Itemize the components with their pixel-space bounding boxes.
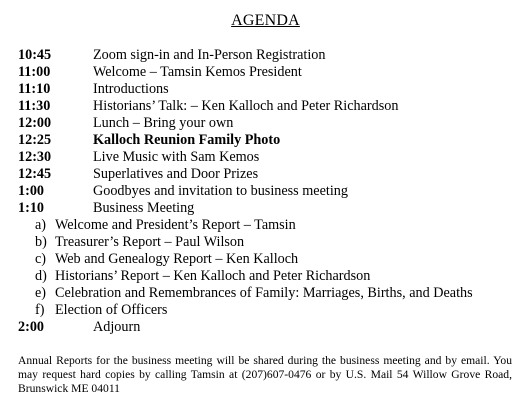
schedule-row [18, 183, 523, 200]
schedule-description: Zoom sign-in and In-Person Registration [93, 47, 326, 63]
schedule-time: 2:00 [18, 319, 45, 335]
business-item [18, 251, 523, 268]
schedule-description: Introductions [93, 81, 169, 97]
schedule-time: 1:00 [18, 183, 45, 199]
schedule-description: Goodbyes and invitation to business meeting [93, 183, 348, 199]
business-item-text: Treasurer’s Report – Paul Wilson [55, 234, 245, 250]
schedule-description: Welcome – Tamsin Kemos President [93, 64, 302, 80]
schedule-list [18, 47, 523, 336]
schedule-description: Adjourn [93, 319, 141, 335]
business-item [18, 302, 523, 319]
schedule-time: 12:00 [18, 115, 52, 131]
schedule-description: Business Meeting [93, 200, 195, 216]
schedule-row [18, 47, 523, 64]
schedule-description: Superlatives and Door Prizes [93, 166, 259, 182]
business-item-text: Celebration and Remembrances of Family: Marriages, Births, and Deaths [55, 285, 473, 301]
schedule-time: 12:30 [18, 149, 52, 165]
schedule-row [18, 64, 523, 81]
schedule-time: 10:45 [18, 47, 52, 63]
business-item [18, 234, 523, 251]
business-item-letter: e) [35, 285, 47, 301]
schedule-description-highlight: Kalloch Reunion Family Photo [93, 132, 281, 148]
schedule-time: 11:30 [18, 98, 51, 114]
schedule-row [18, 319, 523, 336]
schedule-row [18, 200, 523, 217]
schedule-row [18, 98, 523, 115]
schedule-description: Lunch – Bring your own [93, 115, 234, 131]
schedule-row [18, 115, 523, 132]
page-title: AGENDA [231, 12, 300, 29]
business-item-text: Web and Genealogy Report – Ken Kalloch [55, 251, 299, 267]
schedule-time: 11:10 [18, 81, 51, 97]
schedule-time: 11:00 [18, 64, 51, 80]
business-item [18, 217, 523, 234]
schedule-row [18, 132, 523, 149]
schedule-row [18, 149, 523, 166]
business-item-text: Historians’ Report – Ken Kalloch and Peter Richardson [55, 268, 371, 284]
schedule-time: 12:45 [18, 166, 52, 182]
schedule-description: Live Music with Sam Kemos [93, 149, 260, 165]
schedule-row [18, 166, 523, 183]
business-item-text: Election of Officers [55, 302, 168, 318]
business-item-letter: c) [35, 251, 47, 267]
schedule-description: Historians’ Talk: – Ken Kalloch and Peter Richardson [93, 98, 399, 114]
business-item-letter: b) [35, 234, 47, 250]
schedule-time: 1:10 [18, 200, 45, 216]
annual-reports-note: Annual Reports for the business meeting will be shared during the business meeting and by email. You may request hard copies by calling Tamsin at (207)607-0476 or by U.S. Mail 54 Willow Grove Road, Brunswick ME 04011 [18, 354, 512, 395]
business-item-text: Welcome and President’s Report – Tamsin [55, 217, 296, 233]
business-item [18, 285, 523, 302]
schedule-row [18, 81, 523, 98]
business-item-letter: f) [35, 302, 45, 318]
schedule-time: 12:25 [18, 132, 52, 148]
business-item-letter: a) [35, 217, 47, 233]
business-item-letter: d) [35, 268, 47, 284]
business-item [18, 268, 523, 285]
